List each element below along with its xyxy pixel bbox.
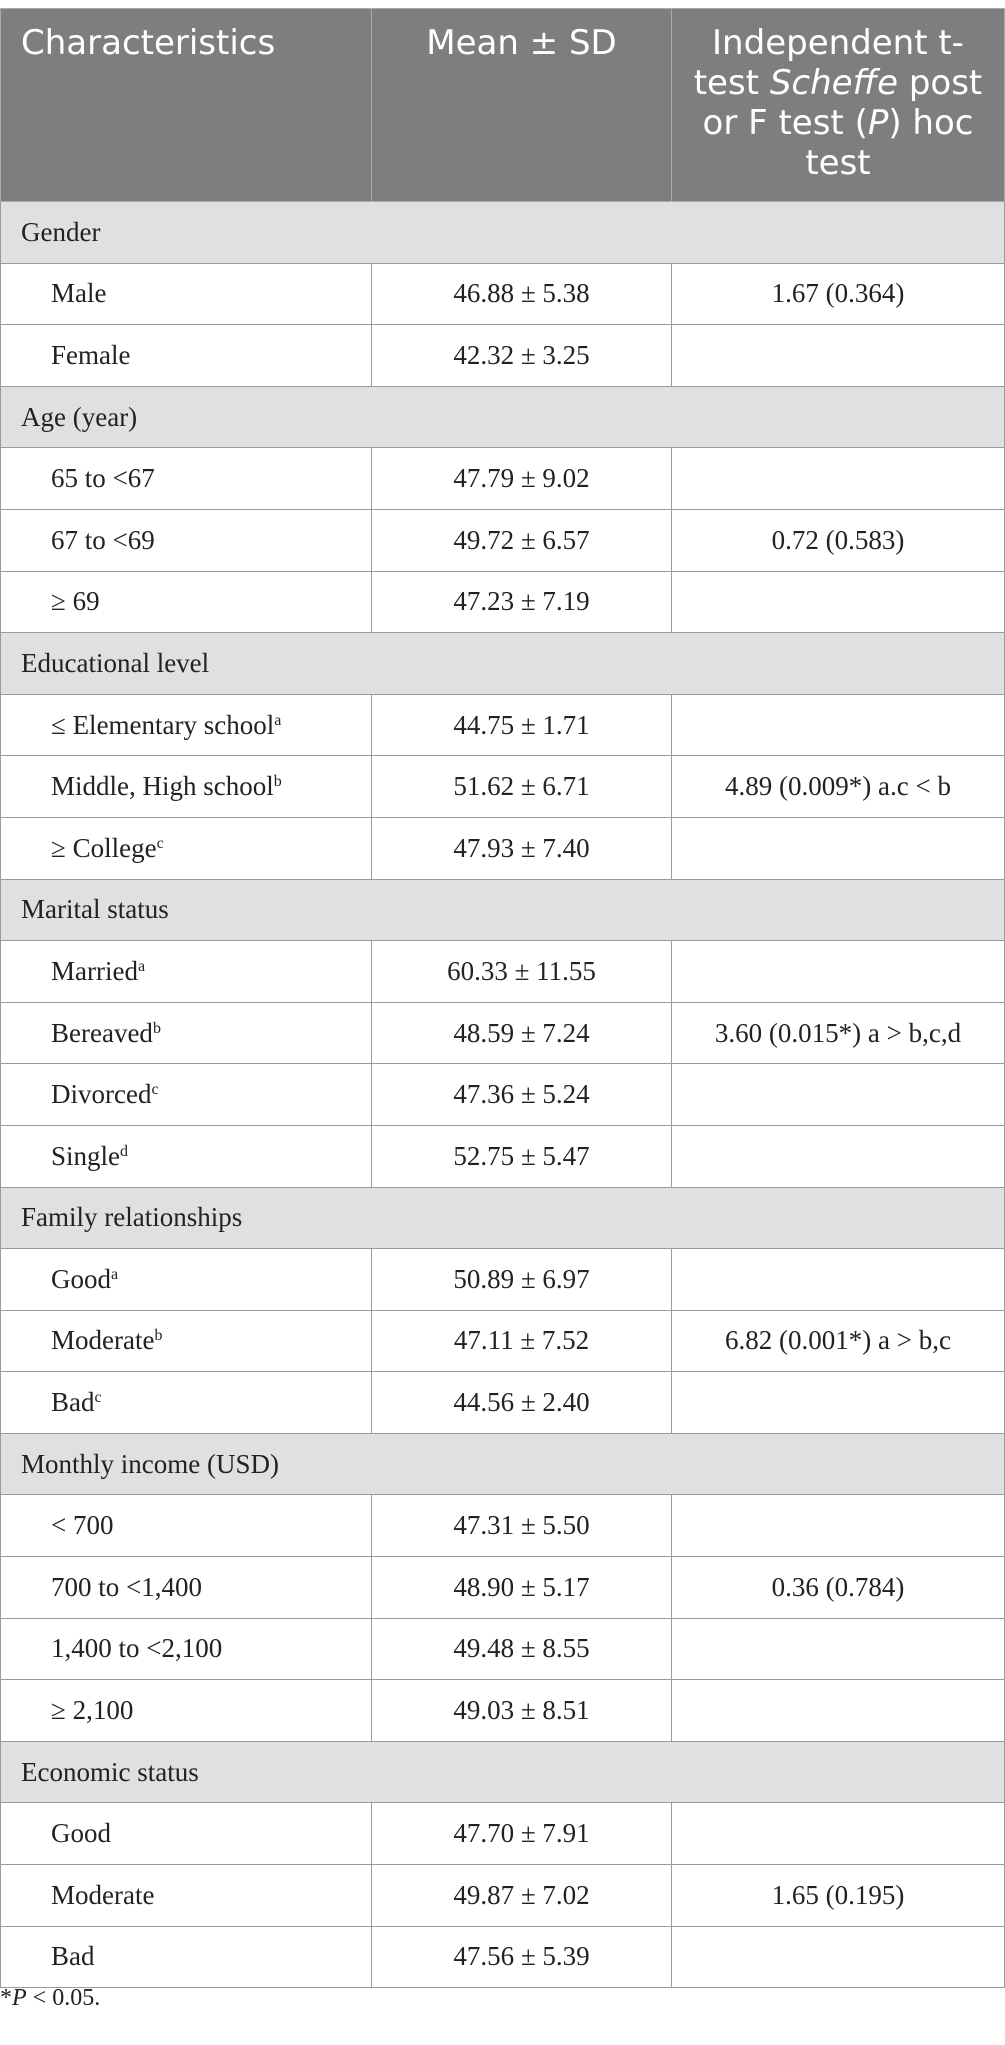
table-row — [1, 1865, 1005, 1927]
header-test-scheffe: Scheffe — [769, 63, 899, 103]
group-title: Age (year) — [1, 386, 1005, 448]
header-test — [672, 9, 1005, 202]
header-test-part-b: post or F test ( — [702, 63, 983, 143]
row-mean-sd: 52.75 ± 5.47 — [372, 1125, 672, 1187]
header-mean-sd: Mean ± SD — [372, 9, 672, 202]
row-label-superscript: b — [154, 1327, 163, 1345]
row-test-stat — [672, 1064, 1005, 1126]
table-row — [1, 448, 1005, 510]
row-label: Moderate — [51, 1325, 155, 1356]
row-label: Good — [51, 1818, 111, 1849]
group-title: Monthly income (USD) — [1, 1433, 1005, 1495]
row-test-stat: 1.65 (0.195) — [672, 1865, 1005, 1927]
table-row — [1, 1803, 1005, 1865]
row-mean-sd: 47.70 ± 7.91 — [372, 1803, 672, 1865]
row-mean-sd: 47.79 ± 9.02 — [372, 448, 672, 510]
row-mean-sd: 47.11 ± 7.52 — [372, 1310, 672, 1372]
group-row — [1, 1433, 1005, 1495]
row-mean-sd: 42.32 ± 3.25 — [372, 325, 672, 387]
row-label-cell — [1, 263, 372, 325]
row-label: Bad — [51, 1941, 95, 1972]
row-test-stat — [672, 1618, 1005, 1680]
row-label-cell — [1, 817, 372, 879]
group-title: Gender — [1, 202, 1005, 264]
row-label-superscript: c — [151, 1081, 159, 1099]
characteristics-table — [0, 8, 1005, 1988]
row-mean-sd: 47.56 ± 5.39 — [372, 1926, 672, 1988]
row-test-stat: 3.60 (0.015*) a > b,c,d — [672, 1002, 1005, 1064]
row-label-cell — [1, 1865, 372, 1927]
row-label-superscript: b — [273, 773, 282, 791]
table-row — [1, 1310, 1005, 1372]
group-title: Economic status — [1, 1741, 1005, 1803]
group-title: Educational level — [1, 633, 1005, 695]
row-label: Male — [51, 278, 107, 309]
row-mean-sd: 46.88 ± 5.38 — [372, 263, 672, 325]
row-label-cell — [1, 1125, 372, 1187]
row-label: ≤ Elementary school — [51, 709, 275, 740]
group-row — [1, 1741, 1005, 1803]
row-label: ≥ College — [51, 832, 157, 863]
group-title: Marital status — [1, 879, 1005, 941]
row-mean-sd: 48.90 ± 5.17 — [372, 1557, 672, 1619]
row-label: Bereaved — [51, 1017, 153, 1048]
row-label: 700 to <1,400 — [51, 1571, 202, 1602]
row-test-stat — [672, 1495, 1005, 1557]
row-test-stat — [672, 941, 1005, 1003]
row-test-stat — [672, 325, 1005, 387]
table-row — [1, 941, 1005, 1003]
table-row — [1, 1249, 1005, 1311]
row-label-superscript: c — [94, 1389, 102, 1407]
table-row — [1, 571, 1005, 633]
table-row — [1, 1002, 1005, 1064]
row-test-stat: 0.36 (0.784) — [672, 1557, 1005, 1619]
row-label-cell — [1, 1310, 372, 1372]
table-row — [1, 263, 1005, 325]
footnote-p: P — [12, 1985, 27, 2011]
table-row — [1, 817, 1005, 879]
footnote-star: * — [0, 1985, 12, 2011]
row-test-stat — [672, 817, 1005, 879]
table-row — [1, 1125, 1005, 1187]
row-label-cell — [1, 1618, 372, 1680]
row-label-cell — [1, 756, 372, 818]
row-test-stat: 1.67 (0.364) — [672, 263, 1005, 325]
row-label-superscript: a — [111, 1265, 119, 1283]
row-mean-sd: 44.75 ± 1.71 — [372, 694, 672, 756]
row-test-stat — [672, 1249, 1005, 1311]
row-test-stat — [672, 1926, 1005, 1988]
row-label-cell — [1, 1002, 372, 1064]
group-row — [1, 633, 1005, 695]
row-test-stat — [672, 448, 1005, 510]
header-test-part-a: Independent t-test — [693, 23, 964, 103]
row-mean-sd: 49.72 ± 6.57 — [372, 509, 672, 571]
table-row — [1, 1372, 1005, 1434]
row-label: Bad — [51, 1387, 95, 1418]
row-mean-sd: 60.33 ± 11.55 — [372, 941, 672, 1003]
row-label-cell — [1, 1926, 372, 1988]
row-label-cell — [1, 1680, 372, 1742]
row-mean-sd: 47.93 ± 7.40 — [372, 817, 672, 879]
table-row — [1, 694, 1005, 756]
footnote-rest: < 0.05. — [26, 1985, 101, 2011]
row-label-superscript: a — [274, 711, 282, 729]
row-mean-sd: 51.62 ± 6.71 — [372, 756, 672, 818]
row-test-stat — [672, 571, 1005, 633]
table-row — [1, 1557, 1005, 1619]
header-test-part-c: ) hoc test — [805, 103, 974, 183]
row-test-stat — [672, 1125, 1005, 1187]
header-row — [1, 9, 1005, 202]
table-row — [1, 325, 1005, 387]
row-test-stat: 0.72 (0.583) — [672, 509, 1005, 571]
row-label: Moderate — [51, 1879, 155, 1910]
row-label-cell — [1, 1372, 372, 1434]
row-label: ≥ 69 — [51, 586, 100, 617]
row-label: < 700 — [51, 1510, 114, 1541]
row-label-cell — [1, 1557, 372, 1619]
row-label: Single — [51, 1140, 121, 1171]
row-label: Female — [51, 339, 131, 370]
table-row — [1, 1680, 1005, 1742]
row-test-stat — [672, 1680, 1005, 1742]
row-mean-sd: 47.36 ± 5.24 — [372, 1064, 672, 1126]
row-label-cell — [1, 571, 372, 633]
row-label-superscript: c — [156, 834, 164, 852]
footnote — [0, 1985, 100, 2012]
row-label-superscript: d — [120, 1142, 129, 1160]
row-label-cell — [1, 1249, 372, 1311]
row-label-cell — [1, 1803, 372, 1865]
row-label: Good — [51, 1263, 111, 1294]
row-mean-sd: 44.56 ± 2.40 — [372, 1372, 672, 1434]
row-mean-sd: 49.87 ± 7.02 — [372, 1865, 672, 1927]
row-label-cell — [1, 694, 372, 756]
group-row — [1, 202, 1005, 264]
row-mean-sd: 47.23 ± 7.19 — [372, 571, 672, 633]
row-label-superscript: a — [137, 957, 146, 975]
row-label-cell — [1, 941, 372, 1003]
row-label: 65 to <67 — [51, 463, 155, 494]
group-title: Family relationships — [1, 1187, 1005, 1249]
row-test-stat — [672, 1803, 1005, 1865]
row-label-cell — [1, 1495, 372, 1557]
row-test-stat — [672, 694, 1005, 756]
row-label: Married — [51, 955, 138, 986]
table-row — [1, 1064, 1005, 1126]
row-mean-sd: 47.31 ± 5.50 — [372, 1495, 672, 1557]
table-body — [1, 202, 1005, 1988]
row-label: 67 to <69 — [51, 524, 155, 555]
table-row — [1, 1495, 1005, 1557]
row-mean-sd: 48.59 ± 7.24 — [372, 1002, 672, 1064]
row-mean-sd: 49.48 ± 8.55 — [372, 1618, 672, 1680]
row-label: Middle, High school — [51, 771, 274, 802]
table-row — [1, 756, 1005, 818]
table-row — [1, 1926, 1005, 1988]
row-label-superscript: b — [152, 1019, 161, 1037]
row-mean-sd: 49.03 ± 8.51 — [372, 1680, 672, 1742]
group-row — [1, 386, 1005, 448]
row-label-cell — [1, 448, 372, 510]
row-label-cell — [1, 325, 372, 387]
table-row — [1, 1618, 1005, 1680]
row-label-cell — [1, 1064, 372, 1126]
row-test-stat — [672, 1372, 1005, 1434]
header-test-p: P — [867, 103, 889, 143]
row-label-cell — [1, 509, 372, 571]
row-label: 1,400 to <2,100 — [51, 1633, 223, 1664]
row-mean-sd: 50.89 ± 6.97 — [372, 1249, 672, 1311]
header-characteristics: Characteristics — [1, 9, 372, 202]
row-test-stat: 6.82 (0.001*) a > b,c — [672, 1310, 1005, 1372]
group-row — [1, 879, 1005, 941]
row-test-stat: 4.89 (0.009*) a.c < b — [672, 756, 1005, 818]
group-row — [1, 1187, 1005, 1249]
row-label: Divorced — [51, 1079, 152, 1110]
row-label: ≥ 2,100 — [51, 1695, 134, 1726]
table-row — [1, 509, 1005, 571]
